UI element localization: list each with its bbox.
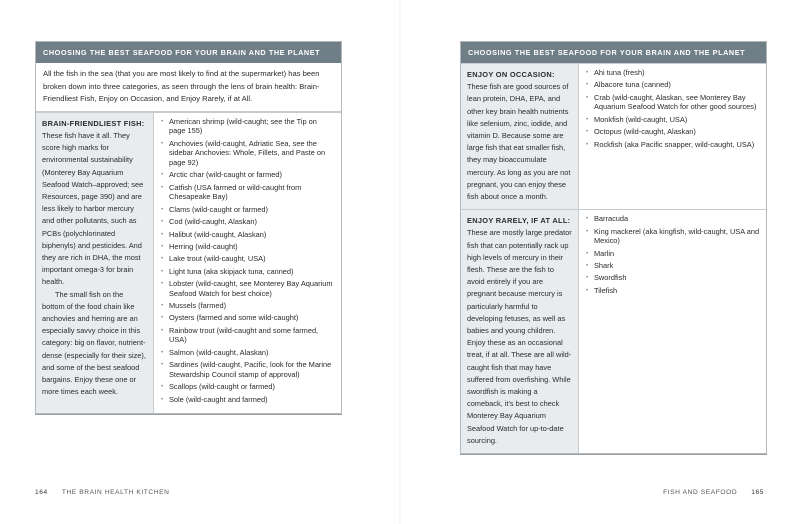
category-text: These fish are good sources of lean protein, DHA, EPA, and other key brain health nutrients like selenium, zinc, iodide, and vitamin D. Because some are large fish that eat smaller fish, they may bioaccumulate mercury. As long as you are not pregnant, you can enjoy these fish about once a month.	[467, 82, 571, 202]
list-item: • Oysters (farmed and some wild-caught)	[160, 313, 335, 323]
list-item: • Shark	[585, 261, 760, 271]
seafood-sidebar-box-right	[460, 41, 767, 454]
list-item: • Anchovies (wild-caught, Adriatic Sea, see the sidebar Anchovies: Whole, Fillets, and Paste on page 92)	[160, 139, 335, 168]
page-number: 165	[751, 489, 764, 496]
category-description	[36, 113, 154, 413]
list-item: • Barracuda	[585, 214, 760, 224]
list-item: • Scallops (wild-caught or farmed)	[160, 382, 335, 392]
fish-list	[579, 64, 766, 209]
folio-left	[35, 489, 170, 496]
list-item: • Arctic char (wild-caught or farmed)	[160, 170, 335, 180]
list-item: • Rainbow trout (wild-caught and some farmed, USA)	[160, 326, 335, 345]
list-item: • Herring (wild-caught)	[160, 242, 335, 252]
category-description	[461, 210, 579, 453]
list-item: • Cod (wild-caught, Alaskan)	[160, 217, 335, 227]
page-number: 164	[35, 489, 48, 496]
list-item: • King mackerel (aka kingfish, wild-caught, USA and Mexico)	[585, 227, 760, 246]
list-item: • Mussels (farmed)	[160, 301, 335, 311]
list-item: • Halibut (wild-caught, Alaskan)	[160, 230, 335, 240]
category-row-enjoy-on-occasion	[461, 63, 766, 209]
right-page	[400, 0, 800, 524]
category-row-enjoy-rarely	[461, 209, 766, 453]
fish-list	[154, 113, 341, 413]
category-text: These fish have it all. They score high marks for environmental sustainability (Monterey Bay Aquarium Seafood Watch–approved; see Resources, page 390) and are less likely to harbor mercury and other pollutants, such as PCBs (polychlorinated biphenyls) and pesticides. And they are rich in DHA, the most important omega-3 for brain health.	[42, 130, 144, 287]
list-item: • Ahi tuna (fresh)	[585, 68, 760, 78]
folio-right	[663, 489, 764, 496]
sidebar-intro: All the fish in the sea (that you are most likely to find at the supermarket) has been broken down into three categories, as seen through the lens of brain health: Brain-Friendliest Fish, Enjoy on Occasion, and Enjoy Rarely, if at All.	[36, 63, 341, 112]
list-item: • Sole (wild-caught and farmed)	[160, 395, 335, 405]
category-title: ENJOY RARELY, IF AT ALL:	[467, 216, 571, 226]
sidebar-header: CHOOSING THE BEST SEAFOOD FOR YOUR BRAIN AND THE PLANET	[461, 42, 766, 63]
running-head: THE BRAIN HEALTH KITCHEN	[61, 489, 170, 496]
list-item: • Tilefish	[585, 286, 760, 296]
sidebar-header: CHOOSING THE BEST SEAFOOD FOR YOUR BRAIN AND THE PLANET	[36, 42, 341, 63]
list-item: • American shrimp (wild-caught; see the Tip on page 155)	[160, 117, 335, 136]
seafood-sidebar-box-left	[35, 41, 342, 414]
category-text: These are mostly large predator fish that can potentially rack up high levels of mercury in their flesh. These are the fish to avoid entirely if you are pregnant because mercury is particularly harmful to developing fetuses, as well as babies and young children. Enjoy these as an occasional treat, if at all. These are all wild-caught fish that may have suffered from overfishing. While swordfish is making a comeback, it's best to check Monterey Bay Aquarium Seafood Watch for up-to-date sourcing.	[467, 228, 572, 445]
list-item: • Rockfish (aka Pacific snapper, wild-caught, USA)	[585, 140, 760, 150]
list-item: • Salmon (wild-caught, Alaskan)	[160, 348, 335, 358]
category-text-2: The small fish on the bottom of the food chain like anchovies and herring are an especially savvy choice in this category: big on flavor, nutrient-dense (especially for their size), and some of the best seafood bargains. Enjoy these one or more times each week.	[42, 289, 146, 397]
list-item: • Octopus (wild-caught, Alaskan)	[585, 127, 760, 137]
fish-list	[579, 210, 766, 453]
list-item: • Catfish (USA farmed or wild-caught from Chesapeake Bay)	[160, 183, 335, 202]
category-row-brain-friendliest	[36, 112, 341, 413]
list-item: • Clams (wild-caught or farmed)	[160, 205, 335, 215]
list-item: • Light tuna (aka skipjack tuna, canned)	[160, 267, 335, 277]
list-item: • Albacore tuna (canned)	[585, 80, 760, 90]
list-item: • Lake trout (wild-caught, USA)	[160, 254, 335, 264]
list-item: • Sardines (wild-caught, Pacific, look for the Marine Stewardship Council stamp of approval)	[160, 360, 335, 379]
list-item: • Lobster (wild-caught, see Monterey Bay Aquarium Seafood Watch for best choice)	[160, 279, 335, 298]
category-title: BRAIN-FRIENDLIEST FISH:	[42, 118, 145, 128]
list-item: • Monkfish (wild-caught, USA)	[585, 115, 760, 125]
list-item: • Marlin	[585, 249, 760, 259]
category-description	[461, 64, 579, 209]
running-head: FISH AND SEAFOOD	[663, 489, 738, 496]
list-item: • Swordfish	[585, 273, 760, 283]
category-title: ENJOY ON OCCASION:	[467, 70, 555, 79]
list-item: • Crab (wild-caught, Alaskan, see Monterey Bay Aquarium Seafood Watch for other good sources)	[585, 93, 760, 112]
